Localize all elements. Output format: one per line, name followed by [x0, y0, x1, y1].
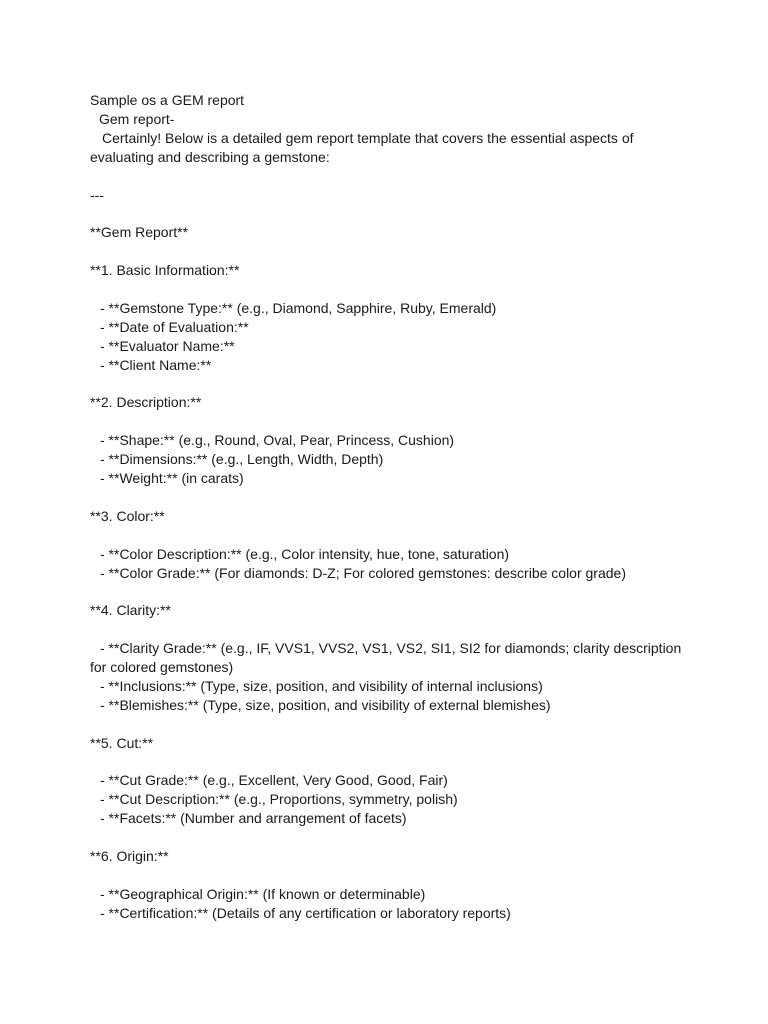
list-item: - **Color Description:** (e.g., Color intensity, hue, tone, saturation): [100, 545, 510, 562]
list-item: - **Certification:** (Details of any certification or laboratory reports): [100, 904, 511, 921]
list-item: - **Blemishes:** (Type, size, position, and visibility of external blemishes): [100, 696, 551, 713]
spacer: [90, 828, 750, 847]
spacer: [90, 242, 750, 261]
document-title: Sample os a GEM report: [90, 92, 245, 108]
list-item: - **Inclusions:** (Type, size, position, and visibility of internal inclusions): [100, 677, 543, 694]
section-heading: **5. Cut:**: [90, 734, 154, 751]
list-item: - **Shape:** (e.g., Round, Oval, Pear, Princess, Cushion): [100, 432, 455, 449]
spacer: [90, 526, 750, 545]
spacer: [90, 412, 750, 431]
spacer: [90, 866, 750, 885]
spacer: [90, 620, 750, 639]
intro-line-2: evaluating and describing a gemstone:: [90, 149, 330, 165]
list-item: - **Geographical Origin:** (If known or determinable): [100, 885, 426, 902]
spacer: [90, 715, 750, 734]
spacer: [90, 280, 750, 299]
list-item: - **Cut Description:** (e.g., Proportions, symmetry, polish): [100, 791, 458, 808]
list-item: - **Weight:** (in carats): [100, 470, 244, 487]
list-item: - **Cut Grade:** (e.g., Excellent, Very Good, Good, Fair): [100, 772, 448, 789]
section-heading: **4. Clarity:**: [90, 602, 171, 619]
spacer: [90, 753, 750, 772]
spacer: [90, 167, 750, 186]
list-item: - **Gemstone Type:** (e.g., Diamond, Sapphire, Ruby, Emerald): [100, 299, 497, 316]
report-title: **Gem Report**: [90, 224, 189, 241]
spacer: [90, 583, 750, 602]
section-heading: **1. Basic Information:**: [90, 262, 240, 279]
intro-line-1: Certainly! Below is a detailed gem report template that covers the essential aspects of: [102, 130, 634, 146]
list-item-continuation: for colored gemstones): [90, 658, 234, 675]
list-item: - **Color Grade:** (For diamonds: D-Z; For colored gemstones: describe color grade): [100, 564, 626, 581]
list-item: - **Date of Evaluation:**: [100, 318, 249, 335]
list-item: - **Evaluator Name:**: [100, 337, 235, 354]
spacer: [90, 375, 750, 394]
list-item: - **Client Name:**: [100, 356, 212, 373]
list-item: - **Facets:** (Number and arrangement of facets): [100, 810, 407, 827]
spacer: [90, 205, 750, 224]
section-heading: **2. Description:**: [90, 394, 202, 411]
spacer: [90, 488, 750, 507]
separator: ---: [90, 186, 104, 203]
section-heading: **3. Color:**: [90, 507, 165, 524]
document-page: [90, 91, 750, 923]
list-item: - **Dimensions:** (e.g., Length, Width, Depth): [100, 451, 384, 468]
document-subtitle: Gem report-: [99, 111, 175, 127]
list-item: - **Clarity Grade:** (e.g., IF, VVS1, VVS2, VS1, VS2, SI1, SI2 for diamonds; clarity description: [100, 639, 682, 656]
section-heading: **6. Origin:**: [90, 847, 169, 864]
